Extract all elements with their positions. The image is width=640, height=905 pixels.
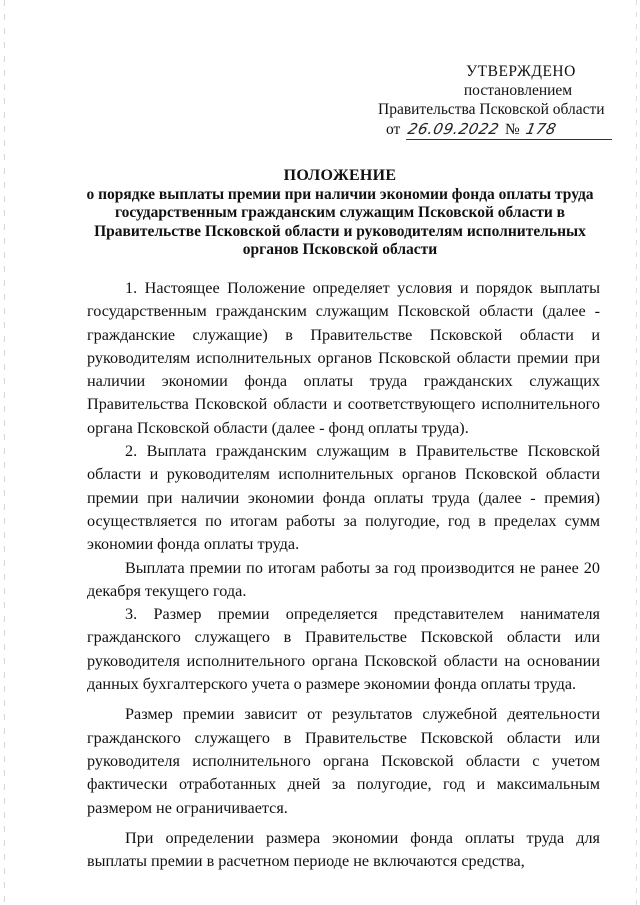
- heading-line-3: Правительстве Псковской области и руководителям исполнительных: [94, 222, 586, 240]
- handwritten-number: 178: [523, 120, 558, 138]
- paragraph-2: 2. Выплата гражданским служащим в Правительстве Псковской области и руководителям исполнительных органов Псковской области премии при наличии экономии фонда оплаты труда (далее - премия) осуществляется по итогам работы за полугодие, год в пределах сумм экономии фонда оплаты труда.: [87, 442, 600, 554]
- heading-line-2: государственным гражданским служащим Псковской области в: [114, 204, 566, 221]
- approval-line-resolution: постановлением: [463, 82, 573, 99]
- approval-line-government: Правительства Псковской области: [378, 101, 605, 118]
- scan-edge-right: [636, 0, 637, 905]
- document-body: [87, 277, 600, 873]
- scan-edge-left: [4, 0, 5, 905]
- date-prefix: от: [386, 121, 401, 138]
- paragraph-5: Размер премии зависит от результатов служебной деятельности гражданского служащего в Правительстве Псковской области или руководителя исполнительного органа Псковской области с учетом фактически отработанных дней за полугодие, год и максимальным размером не ограничивается.: [87, 705, 600, 817]
- approval-block: [378, 62, 608, 142]
- paragraph-1: 1. Настоящее Положение определяет условия и порядок выплаты государственным гражданским служащим Псковской области (далее - гражданские служащие) в Правительстве Псковской области и руководителям исполнительных органов Псковской области премии при наличии экономии фонда оплаты труда гражданских служащих Правительства Псковской области и соответствующего исполнительного органа Псковской области (далее - фонд оплаты труда).: [87, 279, 600, 437]
- document-heading: [60, 167, 620, 260]
- heading-line-1: о порядке выплаты премии при наличии экономии фонда оплаты труда: [86, 185, 594, 203]
- heading-line-4: органов Псковской области: [242, 241, 438, 258]
- date-underline: [406, 139, 612, 140]
- paragraph-6: При определении размера экономии фонда оплаты труда для выплаты премии в расчетном периоде не включаются средства,: [87, 828, 600, 871]
- document-title: ПОЛОЖЕНИЕ: [283, 167, 397, 184]
- number-sign: №: [504, 121, 520, 138]
- approval-stamp: УТВЕРЖДЕНО: [466, 63, 576, 80]
- paragraph-4: 3. Размер премии определяется представителем нанимателя гражданского служащего в Правительстве Псковской области или руководителя исполнительного органа Псковской области на основании данных бухгалтерского учета о размере экономии фонда оплаты труда.: [87, 605, 600, 694]
- approval-date-row: [378, 120, 608, 142]
- handwritten-date: 26.09.2022: [406, 120, 502, 138]
- paragraph-3: Выплата премии по итогам работы за год производится не ранее 20 декабря текущего года.: [87, 558, 600, 600]
